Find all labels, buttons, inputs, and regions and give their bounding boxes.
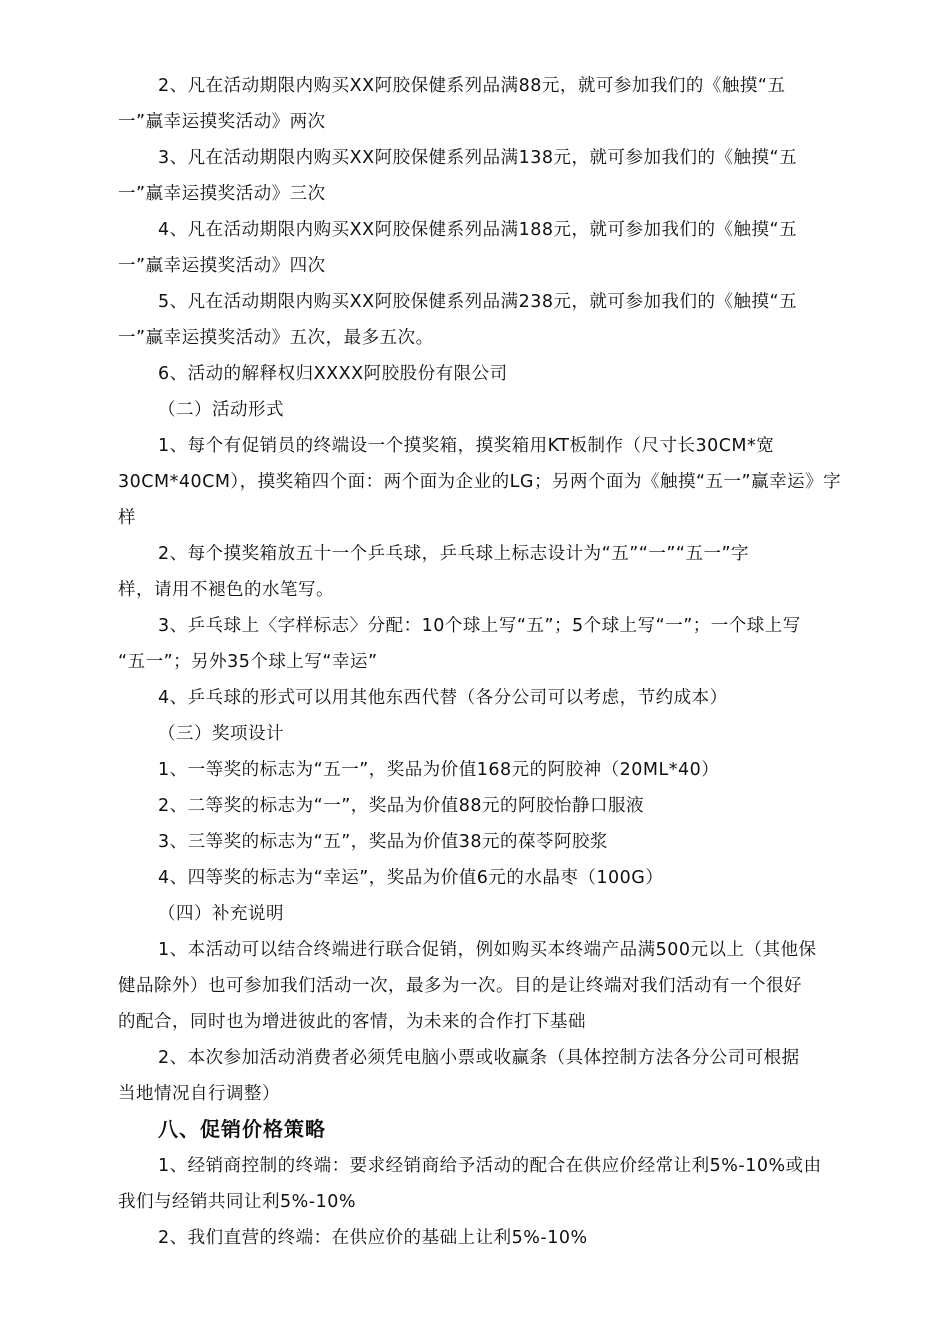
paragraph-line: 3、乒乓球上〈字样标志〉分配：10个球上写“五”；5个球上写“一”；一个球上写 — [158, 616, 801, 636]
paragraph-line: 6、活动的解释权归XXXX阿胶股份有限公司 — [158, 364, 508, 384]
paragraph-line: 一”赢幸运摸奖活动》三次 — [118, 184, 326, 204]
paragraph-line: 4、凡在活动期限内购买XX阿胶保健系列品满188元，就可参加我们的《触摸“五 — [158, 220, 798, 240]
paragraph-line: 的配合，同时也为增进彼此的客情，为未来的合作打下基础 — [118, 1012, 586, 1032]
paragraph-line: 一”赢幸运摸奖活动》四次 — [118, 256, 326, 276]
paragraph-line: 我们与经销共同让利5%-10% — [118, 1192, 356, 1212]
paragraph-line: 30CM*40CM），摸奖箱四个面：两个面为企业的LG；另两个面为《触摸“五一”赢幸运》字 — [118, 472, 842, 492]
paragraph-line: 1、每个有促销员的终端设一个摸奖箱，摸奖箱用KT板制作（尺寸长30CM*宽 — [158, 436, 775, 456]
paragraph-line: “五一”；另外35个球上写“幸运” — [118, 652, 378, 672]
paragraph-line: 1、本活动可以结合终端进行联合促销，例如购买本终端产品满500元以上（其他保 — [158, 940, 817, 960]
paragraph-line: 样，请用不褪色的水笔写。 — [118, 580, 334, 600]
paragraph-line: 5、凡在活动期限内购买XX阿胶保健系列品满238元，就可参加我们的《触摸“五 — [158, 292, 798, 312]
section-heading: 八、促销价格策略 — [158, 1117, 326, 1141]
paragraph-line: 健品除外）也可参加我们活动一次，最多为一次。目的是让终端对我们活动有一个很好 — [118, 976, 802, 996]
paragraph-line: 2、本次参加活动消费者必须凭电脑小票或收赢条（具体控制方法各分公司可根据 — [158, 1048, 800, 1068]
paragraph-line: 1、经销商控制的终端：要求经销商给予活动的配合在供应价经常让利5%-10%或由 — [158, 1156, 822, 1176]
paragraph-line: 2、每个摸奖箱放五十一个乒乓球，乒乓球上标志设计为“五”“一”“五一”字 — [158, 544, 750, 564]
section-subheading: （二）活动形式 — [158, 400, 284, 420]
paragraph-line: 2、二等奖的标志为“一”，奖品为价值88元的阿胶怡静口服液 — [158, 796, 645, 816]
paragraph-line: 1、一等奖的标志为“五一”，奖品为价值168元的阿胶神（20ML*40） — [158, 760, 720, 780]
paragraph-line: 4、乒乓球的形式可以用其他东西代替（各分公司可以考虑，节约成本） — [158, 688, 728, 708]
paragraph-line: 2、我们直营的终端：在供应价的基础上让利5%-10% — [158, 1228, 588, 1248]
paragraph-line: 3、凡在活动期限内购买XX阿胶保健系列品满138元，就可参加我们的《触摸“五 — [158, 148, 798, 168]
paragraph-line: 一”赢幸运摸奖活动》五次，最多五次。 — [118, 328, 434, 348]
paragraph-line: 当地情况自行调整） — [118, 1084, 280, 1104]
paragraph-line: 一”赢幸运摸奖活动》两次 — [118, 112, 326, 132]
section-subheading: （三）奖项设计 — [158, 724, 284, 744]
paragraph-line: 3、三等奖的标志为“五”，奖品为价值38元的葆苓阿胶浆 — [158, 832, 609, 852]
section-subheading: （四）补充说明 — [158, 904, 284, 924]
paragraph-line: 4、四等奖的标志为“幸运”，奖品为价值6元的水晶枣（100G） — [158, 868, 664, 888]
paragraph-line: 样 — [118, 508, 136, 528]
paragraph-line: 2、凡在活动期限内购买XX阿胶保健系列品满88元，就可参加我们的《触摸“五 — [158, 76, 786, 96]
